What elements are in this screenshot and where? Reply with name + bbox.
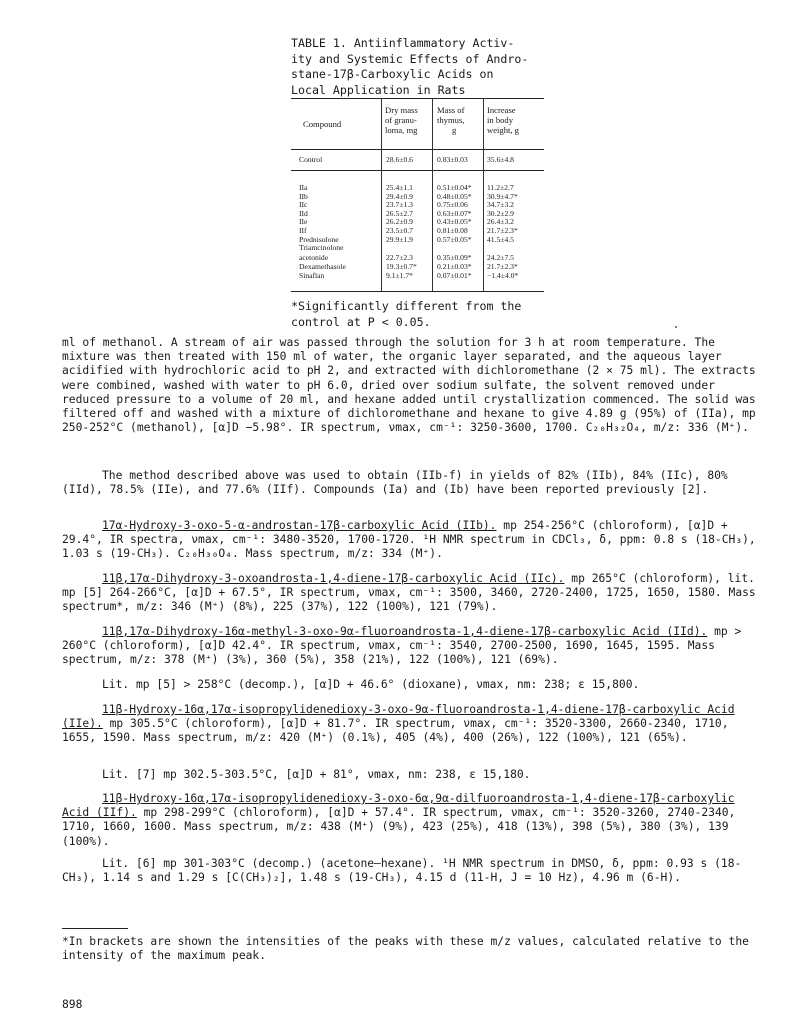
table-header-rule: [291, 149, 544, 150]
row-thymus: 0.75±0.06: [437, 200, 468, 210]
row-compound: IId: [299, 208, 308, 218]
stray-mark: [675, 326, 677, 328]
table-top-rule: [291, 98, 544, 99]
page-number: 898: [62, 998, 83, 1011]
row-dry-mass: 29.9±1.9: [386, 234, 413, 244]
row-dry-mass: 9.1±1.7*: [386, 270, 413, 280]
paragraph-compound-iic: 11β,17α-Dihydroxy-3-oxoandrosta-1,4-diene-17β-carboxylic Acid (IIc). mp 265°C (chloroform), lit. mp [5] 264-266°C, [α]D + 67.5°, IR spectrum, νmax, cm⁻¹: 3500, 3460, 2720-2400, 1725, 1650, 1580. Mass spectrum*, m/z: 346 (M⁺) (8%), 225 (37%), 122 (100%), 121 (79%).: [62, 572, 756, 614]
compound-title: 11β-Hydroxy-16α,17α-isopropylidenedioxy-3-oxo-9α-fluoroandrosta-1,4-diene-17β-carboxylic Acid (IIe).: [62, 703, 735, 731]
row-compound: Sinaflan: [299, 270, 325, 280]
row-thymus: 0.51±0.04*: [437, 183, 472, 192]
control-dry-mass: 28.6±0.6: [386, 155, 413, 164]
control-name: Control: [299, 155, 323, 164]
row-compound: IIf: [299, 226, 307, 235]
table-control-rule: [291, 170, 544, 171]
compound-title: 11β,17α-Dihydroxy-16α-methyl-3-oxo-9α-fluoroandrosta-1,4-diene-17β-carboxylic Acid (IId).: [102, 625, 708, 638]
row-thymus: 0.81±0.08: [437, 226, 468, 235]
table-bottom-rule: [291, 291, 544, 292]
control-thymus: 0.83±0.03: [437, 155, 468, 164]
row-weight: −1.4±4.0*: [487, 270, 519, 280]
row-thymus: 0.57±0.05*: [437, 234, 472, 244]
row-dry-mass: 23.5±0.7: [386, 226, 413, 235]
row-weight: 30.2±2.9: [487, 208, 514, 218]
row-compound: Triamcinolone: [299, 243, 344, 253]
paragraph-yields: The method described above was used to obtain (IIb-f) in yields of 82% (IIb), 84% (IIc), 80% (IId), 78.5% (IIe), and 77.6% (IIf). Compounds (Ia) and (Ib) have been reported previously [2].: [62, 469, 728, 497]
page-footnote: *In brackets are shown the intensities of the peaks with these m/z values, calculated relative to the intensity of the maximum peak.: [62, 935, 749, 963]
row-weight: 21.7±2.3*: [487, 226, 518, 235]
row-thymus: 0.43±0.05*: [437, 217, 472, 227]
control-weight: 35.6±4.8: [487, 155, 514, 164]
row-dry-mass: 29.4±0.9: [386, 191, 413, 201]
paragraph-compound-iie: 11β-Hydroxy-16α,17α-isopropylidenedioxy-3-oxo-9α-fluoroandrosta-1,4-diene-17β-carboxylic Acid (IIe). mp 305.5°C (chloroform), [α]D + 81.7°. IR spectrum, νmax, cm⁻¹: 3520-3300, 2660-2340, 1710, 1655, 1590. Mass spectrum, m/z: 420 (M⁺) (0.1%), 405 (4%), 400 (26%), 122 (100%), 121 (65%).: [62, 703, 735, 745]
row-thymus: 0.63±0.07*: [437, 208, 472, 218]
paragraph-procedure: ml of methanol. A stream of air was passed through the solution for 3 h at room temperature. The mixture was then treated with 150 ml of water, the organic layer separated, and the aqueous layer acidified with hydrochloric acid to pH 2, and extracted with dichloromethane (2 × 75 ml). The extracts were combined, washed with water to pH 6.0, dried over sodium sulfate, the solvent removed under reduced pressure to a volume of 20 ml, and hexane added until crystallization commenced. The solid was filtered off and washed with a mixture of dichloromethane and hexane to give 4.89 g (95%) of (IIa), mp 250-252°C (methanol), [α]D −5.98°. IR spectrum, νmax, cm⁻¹: 3250-3600, 1700. C₂₀H₃₂O₄, m/z: 336 (M⁺).: [62, 336, 756, 435]
row-weight: 21.7±2.3*: [487, 261, 518, 271]
row-dry-mass: 22.7±2.3: [386, 253, 413, 263]
row-weight: 41.5±4.5: [487, 234, 514, 244]
header-dry-mass: Dry mass of granu- loma, mg: [385, 105, 418, 135]
footnote-rule: [62, 928, 128, 929]
paragraph-compound-iid: 11β,17α-Dihydroxy-16α-methyl-3-oxo-9α-fluoroandrosta-1,4-diene-17β-carboxylic Acid (IId). mp > 260°C (chloroform), [α]D 42.4°. IR spectrum, νmax, cm⁻¹: 3540, 2700-2500, 1690, 1645, 1595. Mass spectrum, m/z: 378 (M⁺) (3%), 360 (5%), 358 (21%), 122 (100%), 121 (69%).: [62, 625, 742, 667]
compound-title: 11β-Hydroxy-16α,17α-isopropylidenedioxy-3-oxo-6α,9α-dilfuoroandrosta-1,4-diene-17β-carboxylic Acid (IIf).: [62, 792, 735, 820]
paragraph-compound-iif: 11β-Hydroxy-16α,17α-isopropylidenedioxy-3-oxo-6α,9α-dilfuoroandrosta-1,4-diene-17β-carboxylic Acid (IIf). mp 298-299°C (chloroform), [α]D + 57.4°. IR spectrum, νmax, cm⁻¹: 3520-3260, 2740-2340, 1710, 1660, 1600. Mass spectrum, m/z: 438 (M⁺) (9%), 423 (25%), 418 (13%), 398 (5%), 380 (3%), 139 (100%).: [62, 792, 736, 848]
header-compound: Compound: [303, 119, 342, 129]
paragraph-compound-iib: 17α-Hydroxy-3-oxo-5-α-androstan-17β-carboxylic Acid (IIb). mp 254-256°C (chloroform), [α]D + 29.4°, IR spectra, νmax, cm⁻¹: 3480-3520, 1700-1720. ¹H NMR spectrum in CDCl₃, δ, ppm: 0.8 s (18-CH₃), 1.03 s (19-CH₃). C₂₀H₃₀O₄. Mass spectrum, m/z: 334 (M⁺).: [62, 519, 756, 561]
row-weight: 26.4±3.2: [487, 217, 514, 227]
table-caption: [291, 36, 553, 98]
paragraph-lit-iie: Lit. [7] mp 302.5-303.5°C, [α]D + 81°, νmax, nm: 238, ε 15,180.: [102, 768, 531, 781]
caption-line: TABLE 1. Antiinflammatory Activ-: [291, 36, 515, 50]
caption-line: Local Application in Rats: [291, 82, 466, 97]
row-thymus: 0.35±0.09*: [437, 253, 472, 263]
row-compound: Dexamethasole: [299, 261, 346, 271]
row-compound: IIb: [299, 191, 308, 201]
row-dry-mass: 26.5±2.7: [386, 208, 413, 218]
row-thymus: 0.21±0.03*: [437, 261, 472, 271]
row-dry-mass: 23.7±1.3: [386, 200, 413, 210]
row-thymus: 0.07±0.01*: [437, 270, 472, 280]
col-divider: [432, 98, 433, 291]
table-footnote: *Significantly different from the control at P < 0.05.: [291, 299, 522, 329]
row-compound: IIa: [299, 183, 308, 192]
compound-title: 11β,17α-Dihydroxy-3-oxoandrosta-1,4-diene-17β-carboxylic Acid (IIc).: [102, 572, 565, 585]
row-compound: IIc: [299, 200, 308, 210]
paragraph-lit-iid: Lit. mp [5] > 258°C (decomp.), [α]D + 46.6° (dioxane), νmax, nm: 238; ε 15,800.: [102, 678, 640, 691]
row-dry-mass: 26.2±0.9: [386, 217, 413, 227]
row-compound: IIe: [299, 217, 308, 227]
caption-line: ity and Systemic Effects of Andro-: [291, 51, 529, 66]
caption-line: stane-17β-Carboxylic Acids on: [291, 67, 494, 81]
row-thymus: 0.48±0.05*: [437, 191, 472, 201]
row-compound: acetonide: [299, 253, 329, 263]
row-compound: Prednisolone: [299, 234, 339, 244]
col-divider: [381, 98, 382, 291]
row-weight: 24.2±7.5: [487, 253, 514, 263]
header-thymus: Mass of thymus, g: [437, 105, 465, 135]
paragraph-lit-iif: Lit. [6] mp 301-303°C (decomp.) (acetone–hexane). ¹H NMR spectrum in DMSO, δ, ppm: 0.93 s (18-CH₃), 1.14 s and 1.29 s [C(CH₃)₂], 1.48 s (19-CH₃), 4.15 d (11-H, J = 10 Hz), 4.96 m (6-H).: [62, 857, 742, 885]
row-dry-mass: 25.4±1.1: [386, 183, 413, 192]
row-dry-mass: 19.3±0.7*: [386, 261, 417, 271]
col-divider: [483, 98, 484, 291]
compound-title: 17α-Hydroxy-3-oxo-5-α-androstan-17β-carboxylic Acid (IIb).: [102, 519, 497, 532]
header-weight: Increase in body weight, g: [487, 105, 519, 135]
row-weight: 11.2±2.7: [487, 183, 514, 192]
row-weight: 30.9±4.7*: [487, 191, 518, 201]
row-weight: 34.7±3.2: [487, 200, 514, 210]
